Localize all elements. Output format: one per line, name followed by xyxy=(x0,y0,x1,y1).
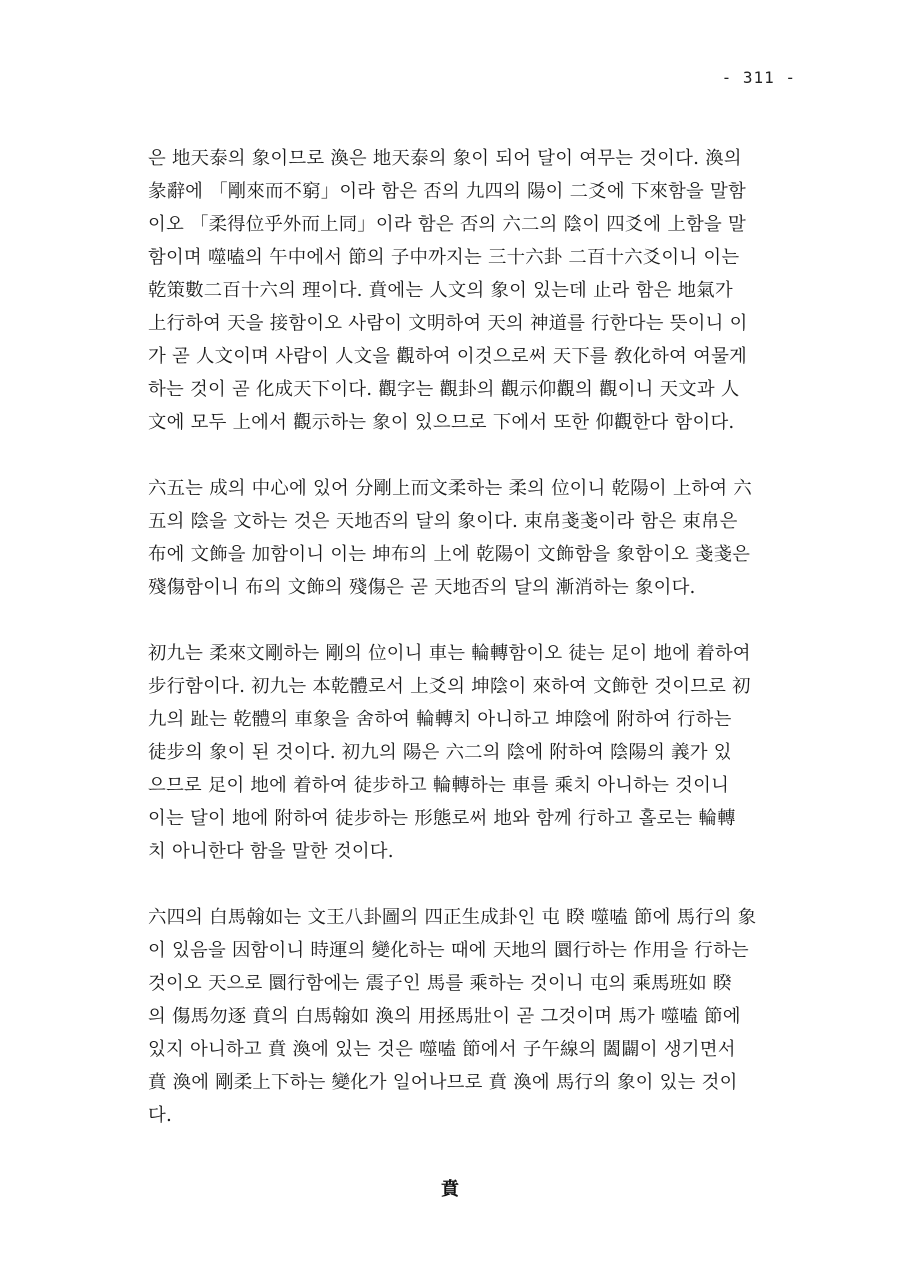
text-line: 彖辭에 「剛來而不窮」이라 함은 否의 九四의 陽이 二爻에 下來함을 말함 xyxy=(148,181,746,202)
text-line: 의 傷馬勿逐 賁의 白馬翰如 渙의 用拯馬壯이 곧 그것이며 馬가 噬嗑 節에 xyxy=(148,1006,741,1027)
text-line: 步行함이다. 初九는 本乾體로서 上爻의 坤陰이 來하여 文飾한 것이므로 初 xyxy=(148,676,751,697)
document-body xyxy=(148,142,808,1165)
paragraph-2 xyxy=(148,472,808,604)
text-line: 賁 渙에 剛柔上下하는 變化가 일어나므로 賁 渙에 馬行의 象이 있는 것이 xyxy=(148,1072,738,1093)
text-line: 布에 文飾을 加함이니 이는 坤布의 上에 乾陽이 文飾함을 象함이오 戔戔은 xyxy=(148,544,751,565)
text-line: 이오 「柔得位乎外而上同」이라 함은 否의 六二의 陰이 四爻에 上함을 말 xyxy=(148,214,746,235)
text-line: 初九는 柔來文剛하는 剛의 位이니 車는 輪轉함이오 徒는 足이 地에 着하여 xyxy=(148,643,751,664)
text-line: 것이오 天으로 圜行함에는 震子인 馬를 乘하는 것이니 屯의 乘馬班如 睽 xyxy=(148,973,732,994)
text-line: 이는 달이 地에 附하여 徒步하는 形態로써 地와 함께 行하고 홀로는 輪轉 xyxy=(148,808,736,829)
text-line: 殘傷함이니 布의 文飾의 殘傷은 곧 天地否의 달의 漸消하는 象이다. xyxy=(148,577,696,598)
text-line: 九의 趾는 乾體의 車象을 舍하여 輪轉치 아니하고 坤陰에 附하여 行하는 xyxy=(148,709,732,730)
text-line: 가 곧 人文이며 사람이 人文을 觀하여 이것으로써 天下를 敎化하여 여물게 xyxy=(148,346,748,367)
text-line: 六四의 白馬翰如는 文王八卦圖의 四正生成卦인 屯 睽 噬嗑 節에 馬行의 象 xyxy=(148,907,757,928)
text-line: 함이며 噬嗑의 午中에서 節의 子中까지는 三十六卦 二百十六爻이니 이는 xyxy=(148,247,740,268)
text-line: 五의 陰을 文하는 것은 天地否의 달의 象이다. 束帛戔戔이라 함은 束帛은 xyxy=(148,511,738,532)
text-line: 徒步의 象이 된 것이다. 初九의 陽은 六二의 陰에 附하여 陰陽의 義가 있 xyxy=(148,742,732,763)
page-number: - 311 - xyxy=(721,68,796,87)
text-line: 은 地天泰의 象이므로 渙은 地天泰의 象이 되어 달이 여무는 것이다. 渙의 xyxy=(148,148,742,169)
text-line: 이 있음을 因함이니 時運의 變化하는 때에 天地의 圜行하는 作用을 行하는 xyxy=(148,940,749,961)
text-line: 上行하여 天을 接함이오 사람이 文明하여 天의 神道를 行한다는 뜻이니 이 xyxy=(148,313,748,334)
text-line: 하는 것이 곧 化成天下이다. 觀字는 觀卦의 觀示仰觀의 觀이니 天文과 人 xyxy=(148,379,740,400)
text-line: 다. xyxy=(148,1105,173,1126)
text-line: 치 아니한다 함을 말한 것이다. xyxy=(148,841,394,862)
paragraph-1 xyxy=(148,142,808,439)
text-line: 乾策數二百十六의 理이다. 賁에는 人文의 象이 있는데 止라 함은 地氣가 xyxy=(148,280,733,301)
text-line: 으므로 足이 地에 着하여 徒步하고 輪轉하는 車를 乘치 아니하는 것이니 xyxy=(148,775,730,796)
paragraph-4 xyxy=(148,901,808,1132)
text-line: 六五는 成의 中心에 있어 分剛上而文柔하는 柔의 位이니 乾陽이 上하여 六 xyxy=(148,478,753,499)
text-line: 있지 아니하고 賁 渙에 있는 것은 噬嗑 節에서 子午線의 闔闢이 생기면서 xyxy=(148,1039,736,1060)
footer-hexagram-label: 賁 xyxy=(441,1179,459,1200)
paragraph-3 xyxy=(148,637,808,868)
text-line: 文에 모두 上에서 觀示하는 象이 있으므로 下에서 또한 仰觀한다 함이다. xyxy=(148,412,735,433)
